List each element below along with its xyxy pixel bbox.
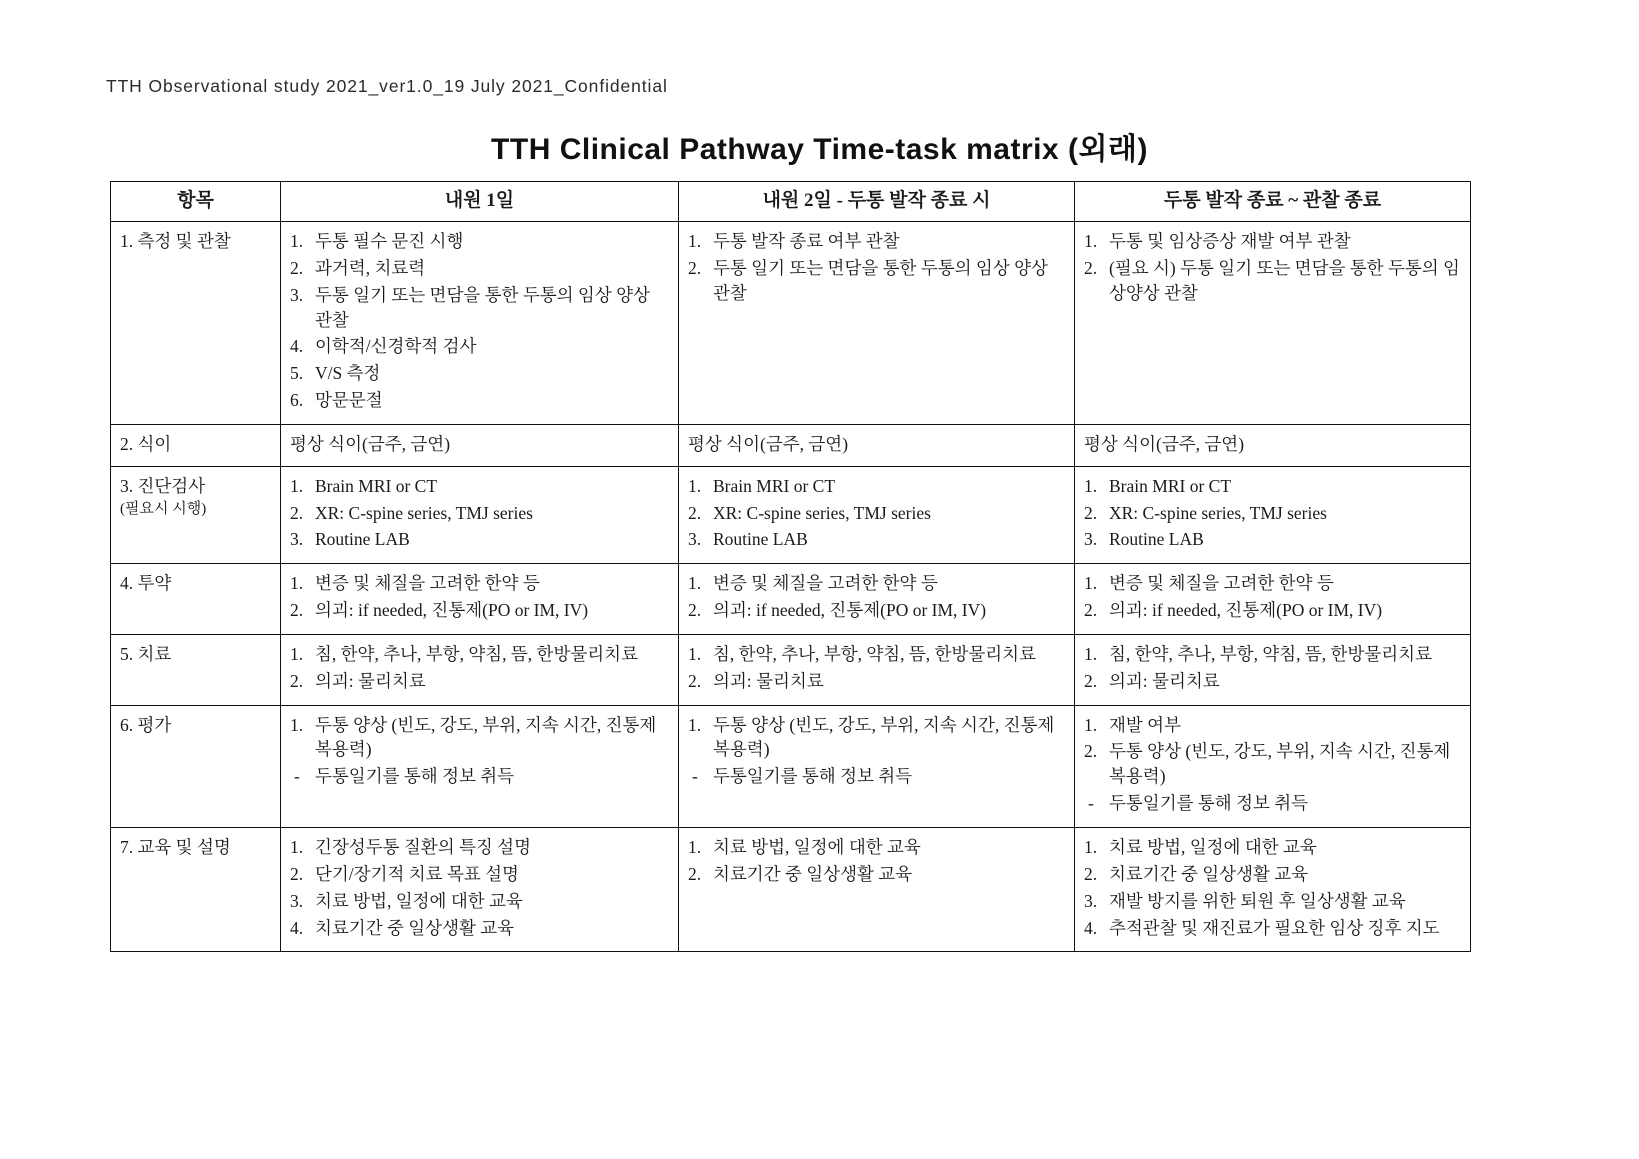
list-item-marker: 2. (1084, 257, 1098, 278)
list-item (1084, 527, 1461, 552)
list-item-label: XR: C-spine series, TMJ series (713, 502, 931, 523)
cell-item-list (688, 571, 1065, 623)
list-item (290, 764, 669, 789)
cell-item-list (290, 474, 669, 553)
list-item-label: 침, 한약, 추나, 부항, 약침, 뜸, 한방물리치료 (1109, 643, 1432, 664)
list-item-label: 단기/장기적 치료 목표 설명 (315, 863, 519, 884)
list-item-marker: 1. (688, 573, 702, 594)
list-item (1084, 598, 1461, 623)
list-item-marker: 3. (290, 284, 304, 305)
time-task-matrix-table (110, 181, 1471, 952)
list-item-marker: - (692, 766, 698, 787)
list-item (290, 256, 669, 281)
list-item-label: 변증 및 체질을 고려한 한약 등 (713, 573, 938, 594)
page-title: TTH Clinical Pathway Time-task matrix (외래) (491, 133, 1148, 166)
list-item-label: 의괴: if needed, 진통제(PO or IM, IV) (315, 600, 589, 621)
list-item-label: Routine LAB (315, 529, 410, 550)
list-item-label: 변증 및 체질을 고려한 한약 등 (315, 573, 540, 594)
list-item-label: 추적관찰 및 재진료가 필요한 임상 징후 지도 (1109, 917, 1440, 938)
row-label: 3. 진단검사 (120, 475, 206, 496)
list-item-marker: - (294, 766, 300, 787)
list-item-label: V/S 측정 (315, 363, 381, 384)
list-item-label: 두통 일기 또는 면담을 통한 두통의 임상 양상 관찰 (315, 284, 650, 330)
list-item (1084, 862, 1461, 887)
list-item (290, 527, 669, 552)
list-item-marker: 5. (290, 363, 304, 384)
matrix-cell (679, 705, 1075, 827)
row-label: 6. 평가 (120, 714, 172, 735)
list-item-marker: 2. (688, 600, 702, 621)
list-item-label: 의괴: if needed, 진통제(PO or IM, IV) (1109, 600, 1383, 621)
list-item-marker: 1. (1084, 475, 1098, 496)
list-item-marker: 4. (290, 336, 304, 357)
column-header-post-attack: 두통 발작 종료 ~ 관찰 종료 (1075, 182, 1471, 222)
list-item (688, 474, 1065, 499)
list-item-marker: 2. (1084, 502, 1098, 523)
list-item-label: 두통 양상 (빈도, 강도, 부위, 지속 시간, 진통제 복용력) (713, 714, 1055, 760)
list-item-marker: 1. (688, 643, 702, 664)
list-item-label: 치료 방법, 일정에 대한 교육 (713, 837, 921, 857)
list-item (688, 835, 1065, 860)
list-item (290, 598, 669, 623)
list-item (290, 388, 669, 413)
list-item-marker: 2. (688, 502, 702, 523)
row-label-cell (111, 221, 281, 424)
list-item-marker: 3. (1084, 890, 1098, 911)
matrix-cell (679, 221, 1075, 424)
list-item-label: 두통 양상 (빈도, 강도, 부위, 지속 시간, 진통제 복용력) (315, 714, 657, 760)
list-item-marker: 4. (1084, 917, 1098, 938)
matrix-cell (1075, 466, 1471, 564)
row-label-cell (111, 705, 281, 827)
list-item-marker: 3. (688, 529, 702, 550)
cell-item-list (688, 474, 1065, 553)
matrix-cell (1075, 424, 1471, 466)
list-item (290, 713, 669, 763)
list-item (1084, 474, 1461, 499)
list-item (1084, 791, 1461, 816)
matrix-cell (679, 634, 1075, 705)
list-item-label: Routine LAB (1109, 529, 1204, 550)
list-item-marker: 1. (688, 475, 702, 496)
list-item (1084, 889, 1461, 914)
list-item-label: 의괴: 물리치료 (1109, 670, 1220, 691)
cell-item-list (290, 642, 669, 694)
table-body (111, 221, 1471, 951)
list-item (688, 256, 1065, 306)
list-item-marker: 2. (688, 257, 702, 278)
cell-text: 평상 식이(금주, 금연) (688, 433, 849, 454)
cell-item-list (1084, 642, 1461, 694)
list-item-label: 이학적/신경학적 검사 (315, 336, 477, 357)
cell-item-list (1084, 713, 1461, 816)
list-item-marker: 3. (1084, 529, 1098, 550)
list-item (1084, 835, 1461, 860)
matrix-cell (1075, 634, 1471, 705)
cell-item-list (688, 713, 1065, 790)
list-item-label: 두통 및 임상증상 재발 여부 관찰 (1109, 230, 1351, 251)
list-item-label: 재발 여부 (1109, 714, 1181, 735)
row-label-cell (111, 634, 281, 705)
list-item (688, 669, 1065, 694)
list-item-label: Routine LAB (713, 529, 808, 550)
list-item (290, 669, 669, 694)
list-item (688, 229, 1065, 254)
row-label-subnote: (필요시 시행) (120, 500, 207, 517)
cell-text: 평상 식이(금주, 금연) (290, 433, 451, 454)
list-item-label: (필요 시) 두통 일기 또는 면담을 통한 두통의 임상양상 관찰 (1109, 257, 1460, 303)
list-item (290, 334, 669, 359)
list-item-marker: 2. (290, 257, 304, 278)
list-item (290, 916, 669, 941)
list-item (290, 889, 669, 914)
list-item-marker: 1. (290, 475, 304, 496)
list-item-marker: 1. (290, 230, 304, 251)
list-item-marker: 2. (290, 670, 304, 691)
list-item (1084, 229, 1461, 254)
table-row (111, 221, 1471, 424)
list-item-label: 망문문절 (315, 390, 383, 411)
list-item-marker: 1. (1084, 230, 1098, 251)
matrix-cell (1075, 221, 1471, 424)
list-item-marker: 1. (1084, 837, 1098, 857)
list-item-marker: 4. (290, 917, 304, 938)
table-header-row (111, 182, 1471, 222)
list-item-label: 치료기간 중 일상생활 교육 (713, 863, 913, 884)
cell-item-list (290, 713, 669, 790)
list-item-label: 의괴: 물리치료 (315, 670, 426, 691)
cell-item-list (1084, 835, 1461, 940)
list-item (290, 229, 669, 254)
list-item-marker: 1. (290, 714, 304, 735)
row-label: 7. 교육 및 설명 (120, 837, 231, 857)
matrix-cell (1075, 828, 1471, 952)
list-item (290, 361, 669, 386)
matrix-cell (281, 424, 679, 466)
matrix-cell (679, 564, 1075, 635)
matrix-cell (281, 466, 679, 564)
list-item-label: 의괴: 물리치료 (713, 670, 824, 691)
list-item-label: 과거력, 치료력 (315, 257, 426, 278)
list-item-marker: 2. (290, 502, 304, 523)
cell-item-list (688, 229, 1065, 306)
list-item (1084, 501, 1461, 526)
list-item-label: 변증 및 체질을 고려한 한약 등 (1109, 573, 1334, 594)
list-item-label: 두통일기를 통해 정보 취득 (315, 766, 515, 787)
row-label: 1. 측정 및 관찰 (120, 230, 231, 251)
list-item-label: 치료기간 중 일상생활 교육 (315, 917, 515, 938)
list-item-marker: 2. (290, 863, 304, 884)
list-item (688, 862, 1065, 887)
matrix-cell (281, 705, 679, 827)
list-item (290, 501, 669, 526)
table-row (111, 705, 1471, 827)
list-item-label: Brain MRI or CT (1109, 475, 1232, 496)
list-item-marker: 6. (290, 390, 304, 411)
list-item-label: 두통일기를 통해 정보 취득 (1109, 793, 1309, 814)
list-item-marker: 3. (290, 529, 304, 550)
list-item-marker: 1. (290, 573, 304, 594)
list-item-label: XR: C-spine series, TMJ series (1109, 502, 1327, 523)
list-item-marker: 1. (290, 837, 304, 857)
list-item-label: 재발 방지를 위한 퇴원 후 일상생활 교육 (1109, 890, 1406, 911)
list-item-marker: 1. (1084, 573, 1098, 594)
list-item-marker: 1. (688, 230, 702, 251)
list-item-label: 치료 방법, 일정에 대한 교육 (1109, 837, 1317, 857)
list-item (688, 527, 1065, 552)
matrix-cell (281, 564, 679, 635)
list-item (1084, 571, 1461, 596)
matrix-cell (1075, 705, 1471, 827)
list-item-label: XR: C-spine series, TMJ series (315, 502, 533, 523)
table-row (111, 564, 1471, 635)
cell-item-list (688, 835, 1065, 887)
list-item-marker: 1. (1084, 714, 1098, 735)
list-item-label: 두통 필수 문진 시행 (315, 230, 464, 251)
column-header-visit-day-1: 내원 1일 (281, 182, 679, 222)
list-item (688, 713, 1065, 763)
cell-item-list (1084, 474, 1461, 553)
list-item (1084, 256, 1461, 306)
list-item-marker: 3. (290, 890, 304, 911)
list-item (688, 642, 1065, 667)
document-header-note: TTH Observational study 2021_ver1.0_19 July 2021_Confidential (106, 76, 668, 96)
list-item (688, 764, 1065, 789)
matrix-cell (281, 221, 679, 424)
cell-item-list (1084, 571, 1461, 623)
list-item-marker: 2. (1084, 670, 1098, 691)
list-item-label: 의괴: if needed, 진통제(PO or IM, IV) (713, 600, 987, 621)
table-row (111, 634, 1471, 705)
table-row (111, 828, 1471, 952)
list-item (290, 862, 669, 887)
row-label: 4. 투약 (120, 573, 172, 594)
cell-item-list (290, 229, 669, 413)
list-item-label: 두통 일기 또는 면담을 통한 두통의 임상 양상 관찰 (713, 257, 1048, 303)
table-row (111, 466, 1471, 564)
list-item-marker: 1. (688, 714, 702, 735)
column-header-item: 항목 (111, 182, 281, 222)
list-item (290, 642, 669, 667)
list-item-marker: 2. (1084, 863, 1098, 884)
list-item-label: 침, 한약, 추나, 부항, 약침, 뜸, 한방물리치료 (713, 643, 1036, 664)
list-item-label: Brain MRI or CT (315, 475, 438, 496)
row-label: 5. 치료 (120, 643, 172, 664)
list-item-label: 치료 방법, 일정에 대한 교육 (315, 890, 523, 911)
cell-item-list (1084, 229, 1461, 306)
list-item-label: 두통 발작 종료 여부 관찰 (713, 230, 900, 251)
matrix-cell (679, 828, 1075, 952)
list-item (290, 474, 669, 499)
cell-item-list (290, 571, 669, 623)
matrix-cell (281, 634, 679, 705)
cell-item-list (290, 835, 669, 940)
list-item (688, 571, 1065, 596)
matrix-cell (1075, 564, 1471, 635)
cell-text: 평상 식이(금주, 금연) (1084, 433, 1245, 454)
list-item-marker: 1. (688, 837, 702, 857)
matrix-cell (679, 424, 1075, 466)
list-item-marker: 2. (290, 600, 304, 621)
list-item-label: 침, 한약, 추나, 부항, 약침, 뜸, 한방물리치료 (315, 643, 638, 664)
list-item (1084, 739, 1461, 789)
list-item-marker: 1. (1084, 643, 1098, 664)
cell-item-list (688, 642, 1065, 694)
list-item-label: 두통일기를 통해 정보 취득 (713, 766, 913, 787)
list-item (290, 283, 669, 333)
list-item (1084, 713, 1461, 738)
list-item (688, 501, 1065, 526)
row-label-cell (111, 564, 281, 635)
column-header-visit-day-2: 내원 2일 - 두통 발작 종료 시 (679, 182, 1075, 222)
row-label-cell (111, 466, 281, 564)
row-label-cell (111, 424, 281, 466)
list-item (688, 598, 1065, 623)
list-item (290, 835, 669, 860)
row-label: 2. 식이 (120, 433, 172, 454)
matrix-cell (679, 466, 1075, 564)
matrix-cell (281, 828, 679, 952)
list-item (1084, 916, 1461, 941)
list-item (290, 571, 669, 596)
list-item-marker: - (1088, 793, 1094, 814)
list-item-label: 긴장성두통 질환의 특징 설명 (315, 837, 531, 857)
list-item-marker: 1. (290, 643, 304, 664)
list-item (1084, 669, 1461, 694)
list-item-marker: 2. (688, 863, 702, 884)
row-label-cell (111, 828, 281, 952)
list-item-marker: 2. (1084, 600, 1098, 621)
list-item-label: 치료기간 중 일상생활 교육 (1109, 863, 1309, 884)
list-item-marker: 2. (1084, 741, 1098, 762)
list-item-label: 두통 양상 (빈도, 강도, 부위, 지속 시간, 진통제 복용력) (1109, 741, 1451, 787)
list-item-marker: 2. (688, 670, 702, 691)
list-item (1084, 642, 1461, 667)
list-item-label: Brain MRI or CT (713, 475, 836, 496)
table-row (111, 424, 1471, 466)
